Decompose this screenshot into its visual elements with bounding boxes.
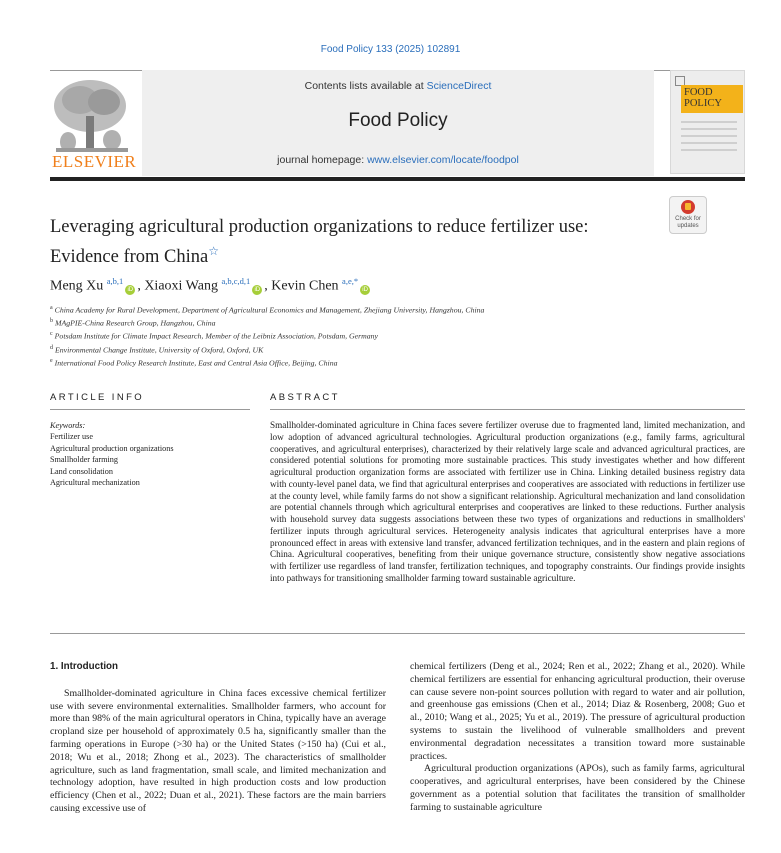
body-paragraph: Smallholder-dominated agriculture in China faces excessive chemical fertilizer use with severe environmental externalities. Smallholder farmers, who account for more than 98% of the main agricultural operators in China, typically have an average cropland size per household of approximately 0.5 ha, significantly smaller than the farming operations in Europe (>30 ha) or the United States (>150 ha) (Cui et al., 2018; Wu et al., 2018; Zhong et al., 2023). The characteristics of smallholder agriculture, such as land fragmentation, small scale, and limited mechanization and technology adoption, have resulted in high production costs and low production efficiency (Chen et al., 2022; Duan et al., 2021). These factors are the main barriers causing excessive use of: [50, 687, 386, 814]
keyword-item: Agricultural mechanization: [50, 478, 140, 488]
affiliation-item: [50, 303, 670, 316]
journal-citation[interactable]: Food Policy 133 (2025) 102891: [320, 44, 461, 55]
author-name[interactable]: Meng Xu: [50, 278, 104, 294]
cover-title: FOOD POLICY: [684, 87, 722, 109]
author-affiliation-marks[interactable]: a,b,c,d,1: [221, 276, 251, 286]
affiliation-text: MAgPIE-China Research Group, Hangzhou, China: [55, 318, 216, 328]
keyword-item: Smallholder farming: [50, 455, 118, 465]
affiliation-text: China Academy for Rural Development, Department of Agricultural Economics and Management, Zhejiang University, Hangzhou, China: [54, 305, 485, 315]
author-affiliation-marks[interactable]: a,e,*: [342, 276, 359, 286]
journal-cover-thumbnail[interactable]: [670, 70, 745, 174]
journal-homepage-line: [142, 154, 654, 166]
orcid-icon[interactable]: iD: [360, 285, 370, 295]
author-name[interactable]: Kevin Chen: [271, 278, 339, 294]
title-footnote-star[interactable]: ☆: [208, 244, 219, 258]
check-updates-label: Check for updates: [675, 216, 701, 229]
affiliation-mark: d: [50, 344, 53, 351]
affiliation-text: Potsdam Institute for Climate Impact Research, Member of the Leibniz Association, Potsdam, Germany: [54, 331, 378, 341]
sciencedirect-link[interactable]: ScienceDirect: [426, 80, 492, 92]
keyword-item: Land consolidation: [50, 466, 113, 476]
affiliation-item: [50, 356, 670, 369]
affiliation-mark: a: [50, 305, 53, 311]
affiliation-mark: e: [50, 357, 53, 364]
keywords-list: [50, 420, 250, 488]
contents-prefix: Contents lists available at: [304, 80, 427, 92]
journal-title: Food Policy: [348, 110, 448, 131]
keyword-item: Agricultural production organizations: [50, 443, 174, 453]
orcid-icon[interactable]: iD: [252, 285, 262, 295]
abstract-section: [270, 392, 745, 585]
section-heading-introduction: 1. Introduction: [50, 661, 119, 672]
author-affiliation-marks[interactable]: a,b,1: [106, 276, 124, 286]
author-list: Meng Xu $^{a,b,1}$iD , Xiaoxi Wang $^{a,b,c,d,1}$iD , Kevin Chen $^{a,e,*}$iD: [50, 276, 372, 295]
abstract-text: Smallholder-dominated agriculture in China faces severe fertilizer overuse due to fragmented land, limited mechanization, and low adoption of advanced agricultural technologies. Agricultural production organizations (e.g., family farms, agricultural cooperatives, and agricultural enterprises), characterized by their relatively large scale and advanced agricultural practices, are considered potential solutions for promoting more sustainable practices. This study investigates whether and how different agricultural production organization forms are associated with fertilizer use in China. Linking detailed business registry data with county-level panel data, we find that agricultural enterprises and cooperatives are associated with reductions in fertilizer use at the county level, while family farms do not show a significant relationship. Agricultural mechanization and land consolidation are potential channels through which agricultural enterprises and cooperatives are linked to these reductions. Further analysis with household survey data suggests associations between these two types of organizations and reductions in smallholders' fertilizer inputs through agricultural services. Heterogeneity analysis indicates that agricultural enterprises have a more pronounced effect in areas with extensive land transfer, advanced fertilization techniques, and in the eastern and plain regions of China. Agricultural cooperatives, benefiting from their unique governance structure, consistently show negative associations with fertilizer use regardless of land transfer, fertilization techniques, and topography constraints. Our findings provide insights into pathways for transitioning smallholder farming toward sustainable agriculture.: [270, 420, 745, 583]
abstract-bottom-rule: [50, 633, 745, 634]
affiliations-list: [50, 303, 670, 369]
article-title: [50, 215, 660, 269]
article-info-heading: ARTICLE INFO: [50, 392, 250, 410]
check-updates-icon: [681, 200, 695, 214]
affiliation-item: [50, 316, 670, 329]
journal-masthead: [142, 70, 654, 176]
affiliation-mark: b: [50, 318, 53, 325]
cover-decoration: [681, 121, 737, 156]
orcid-icon[interactable]: iD: [125, 285, 135, 295]
article-info-section: [50, 392, 250, 488]
affiliation-text: International Food Policy Research Institute, East and Central Asia Office, Beijing, China: [54, 358, 338, 368]
affiliation-mark: c: [50, 331, 53, 338]
body-column-right: [410, 661, 745, 815]
body-paragraph: chemical fertilizers (Deng et al., 2024; Ren et al., 2022; Zhang et al., 2020). While chemical fertilizers are essential for enhancing agricultural production, their overuse can cause severe non-point sources pollution with regard to water and air pollution, and greenhouse gas emissions (Chen et al., 2014; Diaz & Rosenberg, 2008; Guo et al., 2010; Wang et al., 2025; Yu et al., 2019). The pressure of agricultural production systems to sustain the livelihood of vulnerable smallholders and prevent environmental degradation necessitates a transition toward more sustainable practices.: [410, 661, 745, 762]
check-for-updates-button[interactable]: [669, 196, 707, 234]
author-name[interactable]: Xiaoxi Wang: [144, 278, 218, 294]
article-title-text: Leveraging agricultural production organizations to reduce fertilizer use: Evidence from China: [50, 217, 589, 268]
abstract-heading: ABSTRACT: [270, 392, 745, 410]
affiliation-text: Environmental Change Institute, University of Oxford, Oxford, UK: [55, 345, 264, 355]
header-bottom-rule: [50, 177, 745, 181]
journal-homepage-link[interactable]: www.elsevier.com/locate/foodpol: [367, 154, 519, 166]
affiliation-item: [50, 343, 670, 356]
keyword-item: Fertilizer use: [50, 432, 93, 442]
elsevier-wordmark: ELSEVIER: [52, 152, 137, 171]
affiliation-item: [50, 329, 670, 342]
keywords-label: Keywords:: [50, 421, 86, 430]
journal-header: [50, 70, 745, 180]
body-paragraph: Agricultural production organizations (APOs), such as family farms, agricultural cooperatives, and agricultural enterprises, have been considered by the Chinese government as a potential solution that facilitates the transition of smallholder farming to sustainable agriculture: [410, 763, 745, 813]
homepage-prefix: journal homepage:: [277, 154, 368, 166]
contents-available-line: [142, 80, 654, 92]
body-column-left: [50, 661, 386, 816]
